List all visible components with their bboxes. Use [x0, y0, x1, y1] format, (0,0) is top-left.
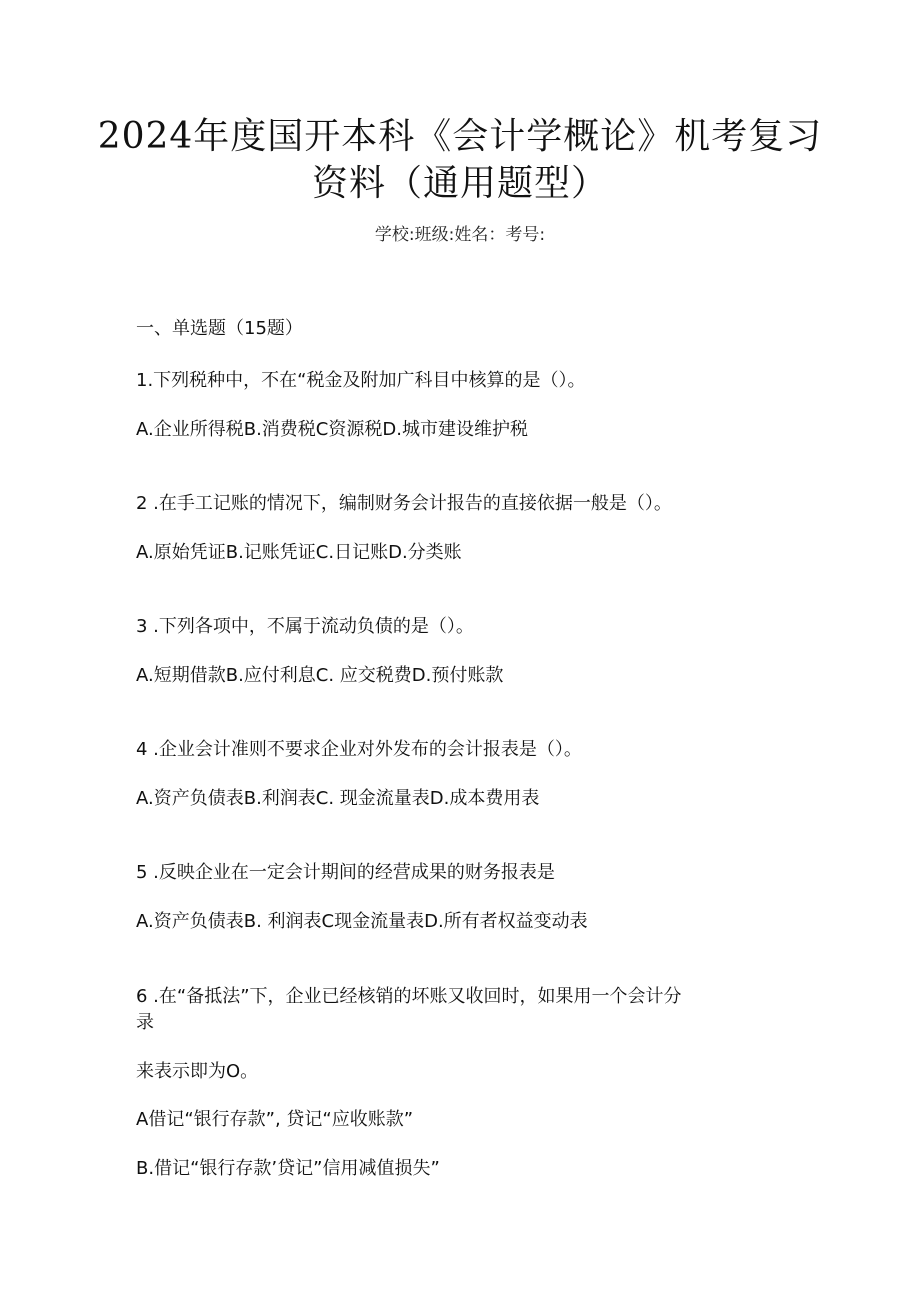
question-6-option-b: B.借记“银行存款’贷记”信用减值损失”: [136, 1158, 440, 1179]
question-3-stem: 3 .下列各项中，不属于流动负债的是（）。: [136, 616, 474, 637]
question-4-options: A.资产负债表B.利润表C. 现金流量表D.成本费用表: [136, 788, 540, 809]
question-6-stem-line1: 6 .在“备抵法”下，企业已经核销的坏账又收回时，如果用一个会计分: [136, 986, 682, 1007]
question-2-options: A.原始凭证B.记账凭证C.日记账D.分类账: [136, 542, 462, 563]
question-5-stem: 5 .反映企业在一定会计期间的经营成果的财务报表是: [136, 862, 555, 883]
question-4-stem: 4 .企业会计准则不要求企业对外发布的会计报表是（）。: [136, 739, 582, 760]
student-info-line: 学校:班级:姓名：考号:: [374, 225, 546, 245]
question-3-options: A.短期借款B.应付利息C. 应交税费D.预付账款: [136, 665, 504, 686]
question-6-stem-line3: 来表示即为O。: [136, 1061, 259, 1082]
question-1-options: A.企业所得税B.消费税C资源税D.城市建设维护税: [136, 419, 528, 440]
question-1-stem: 1.下列税种中，不在“税金及附加广科目中核算的是（）。: [136, 370, 586, 391]
question-6-option-a: A借记“银行存款”, 贷记“应收账款”: [136, 1109, 414, 1130]
document-title-line2: 资料（通用题型）: [311, 163, 608, 204]
question-6-stem-line2: 录: [136, 1012, 154, 1033]
section-heading: 一、单选题（15题）: [136, 318, 303, 339]
question-2-stem: 2 .在手工记账的情况下，编制财务会计报告的直接依据一般是（）。: [136, 493, 672, 514]
question-5-options: A.资产负债表B. 利润表C现金流量表D.所有者权益变动表: [136, 911, 588, 932]
document-title-line1: 2024年度国开本科《会计学概论》机考复习: [97, 116, 823, 157]
